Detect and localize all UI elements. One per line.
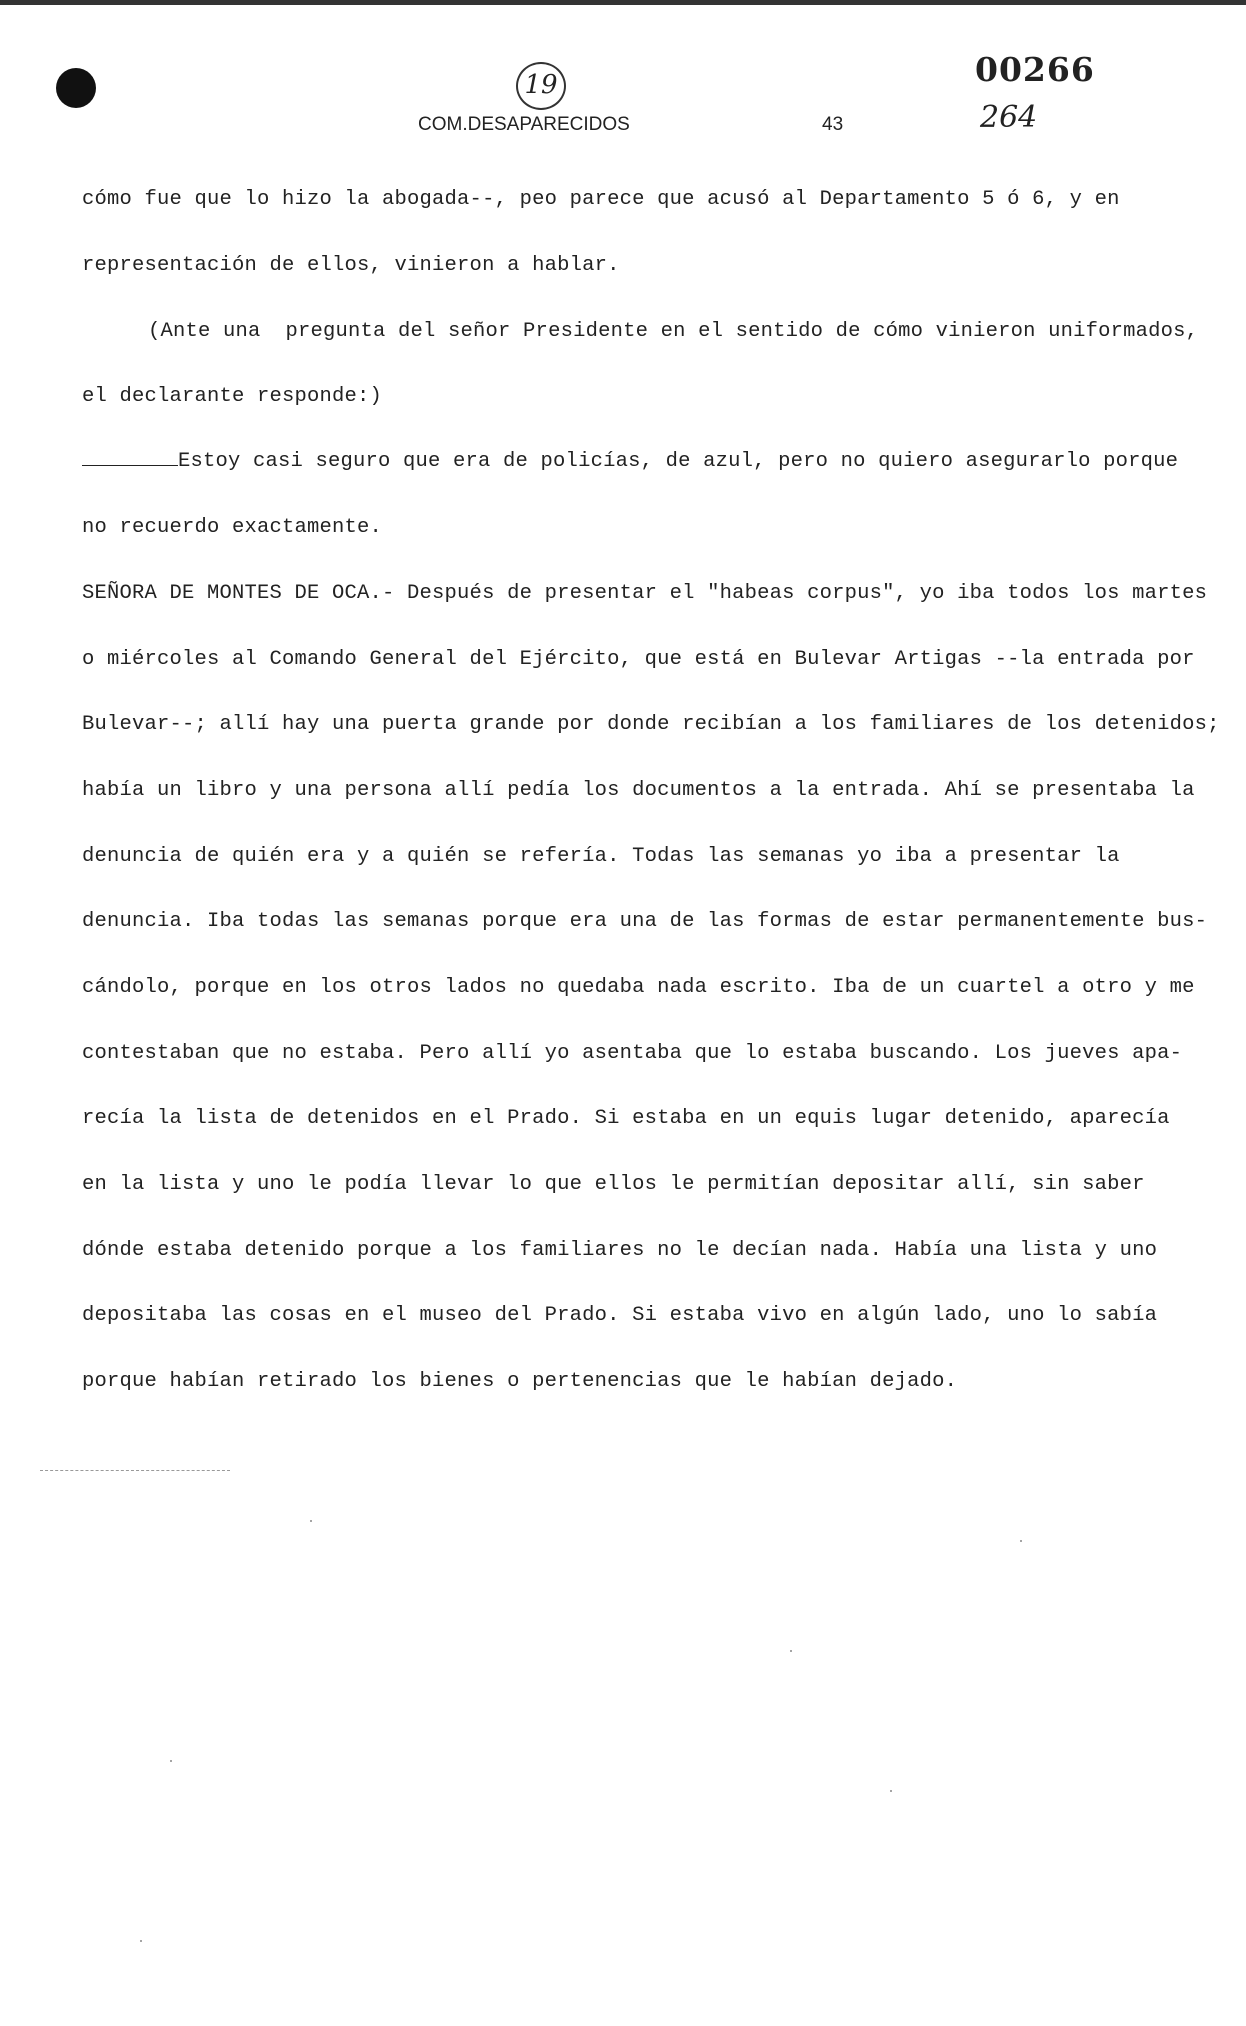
fill-blank-rule bbox=[82, 465, 178, 466]
scan-speck bbox=[310, 1520, 312, 1522]
body-line: contestaban que no estaba. Pero allí yo asentaba que lo estaba buscando. Los jueves apa- bbox=[82, 1042, 1183, 1065]
body-line: cándolo, porque en los otros lados no quedaba nada escrito. Iba de un cuartel a otro y me bbox=[82, 976, 1195, 999]
header-title: COM.DESAPARECIDOS bbox=[418, 114, 630, 135]
body-line: denuncia. Iba todas las semanas porque era una de las formas de estar permanentemente bus- bbox=[82, 910, 1208, 933]
header-page-number: 43 bbox=[822, 114, 844, 135]
body-line: denuncia de quién era y a quién se refería. Todas las semanas yo iba a presentar la bbox=[82, 845, 1120, 868]
faint-dashed-rule bbox=[40, 1470, 230, 1471]
body-line-with-blank bbox=[82, 450, 1178, 473]
body-line: (Ante una pregunta del señor Presidente en el sentido de cómo vinieron uniformados, bbox=[148, 320, 1199, 343]
stamp-number: 00266 bbox=[975, 50, 1095, 89]
body-line: cómo fue que lo hizo la abogada--, peo parece que acusó al Departamento 5 ó 6, y en bbox=[82, 188, 1120, 211]
scan-speck bbox=[140, 1940, 142, 1942]
body-line: dónde estaba detenido porque a los familiares no le decían nada. Había una lista y uno bbox=[82, 1239, 1158, 1262]
body-line: no recuerdo exactamente. bbox=[82, 516, 383, 539]
body-line: en la lista y uno le podía llevar lo que ellos le permitían depositar allí, sin saber bbox=[82, 1173, 1145, 1196]
top-border bbox=[0, 0, 1246, 5]
body-line: representación de ellos, vinieron a hablar. bbox=[82, 254, 620, 277]
body-line: o miércoles al Comando General del Ejército, que está en Bulevar Artigas --la entrada por bbox=[82, 648, 1195, 671]
body-line: porque habían retirado los bienes o pertenencias que le habían dejado. bbox=[82, 1370, 958, 1393]
circled-handwritten-mark: 19 bbox=[516, 62, 566, 110]
body-line-text: Estoy casi seguro que era de policías, de azul, pero no quiero asegurarlo porque bbox=[178, 450, 1179, 473]
scan-speck bbox=[790, 1650, 792, 1652]
body-line: Bulevar--; allí hay una puerta grande por donde recibían a los familiares de los detenidos; bbox=[82, 713, 1220, 736]
body-line: el declarante responde:) bbox=[82, 385, 383, 408]
punch-hole-mark bbox=[56, 68, 96, 108]
scan-speck bbox=[1020, 1540, 1022, 1542]
body-line: SEÑORA DE MONTES DE OCA.- Después de presentar el "habeas corpus", yo iba todos los martes bbox=[82, 582, 1208, 605]
body-line: depositaba las cosas en el museo del Prado. Si estaba vivo en algún lado, uno lo sabía bbox=[82, 1304, 1158, 1327]
body-line: recía la lista de detenidos en el Prado. Si estaba en un equis lugar detenido, aparecía bbox=[82, 1107, 1170, 1130]
scan-speck bbox=[170, 1760, 172, 1762]
body-line: había un libro y una persona allí pedía los documentos a la entrada. Ahí se presentaba la bbox=[82, 779, 1195, 802]
scan-speck bbox=[890, 1790, 892, 1792]
handwritten-folio: 264 bbox=[980, 100, 1038, 135]
